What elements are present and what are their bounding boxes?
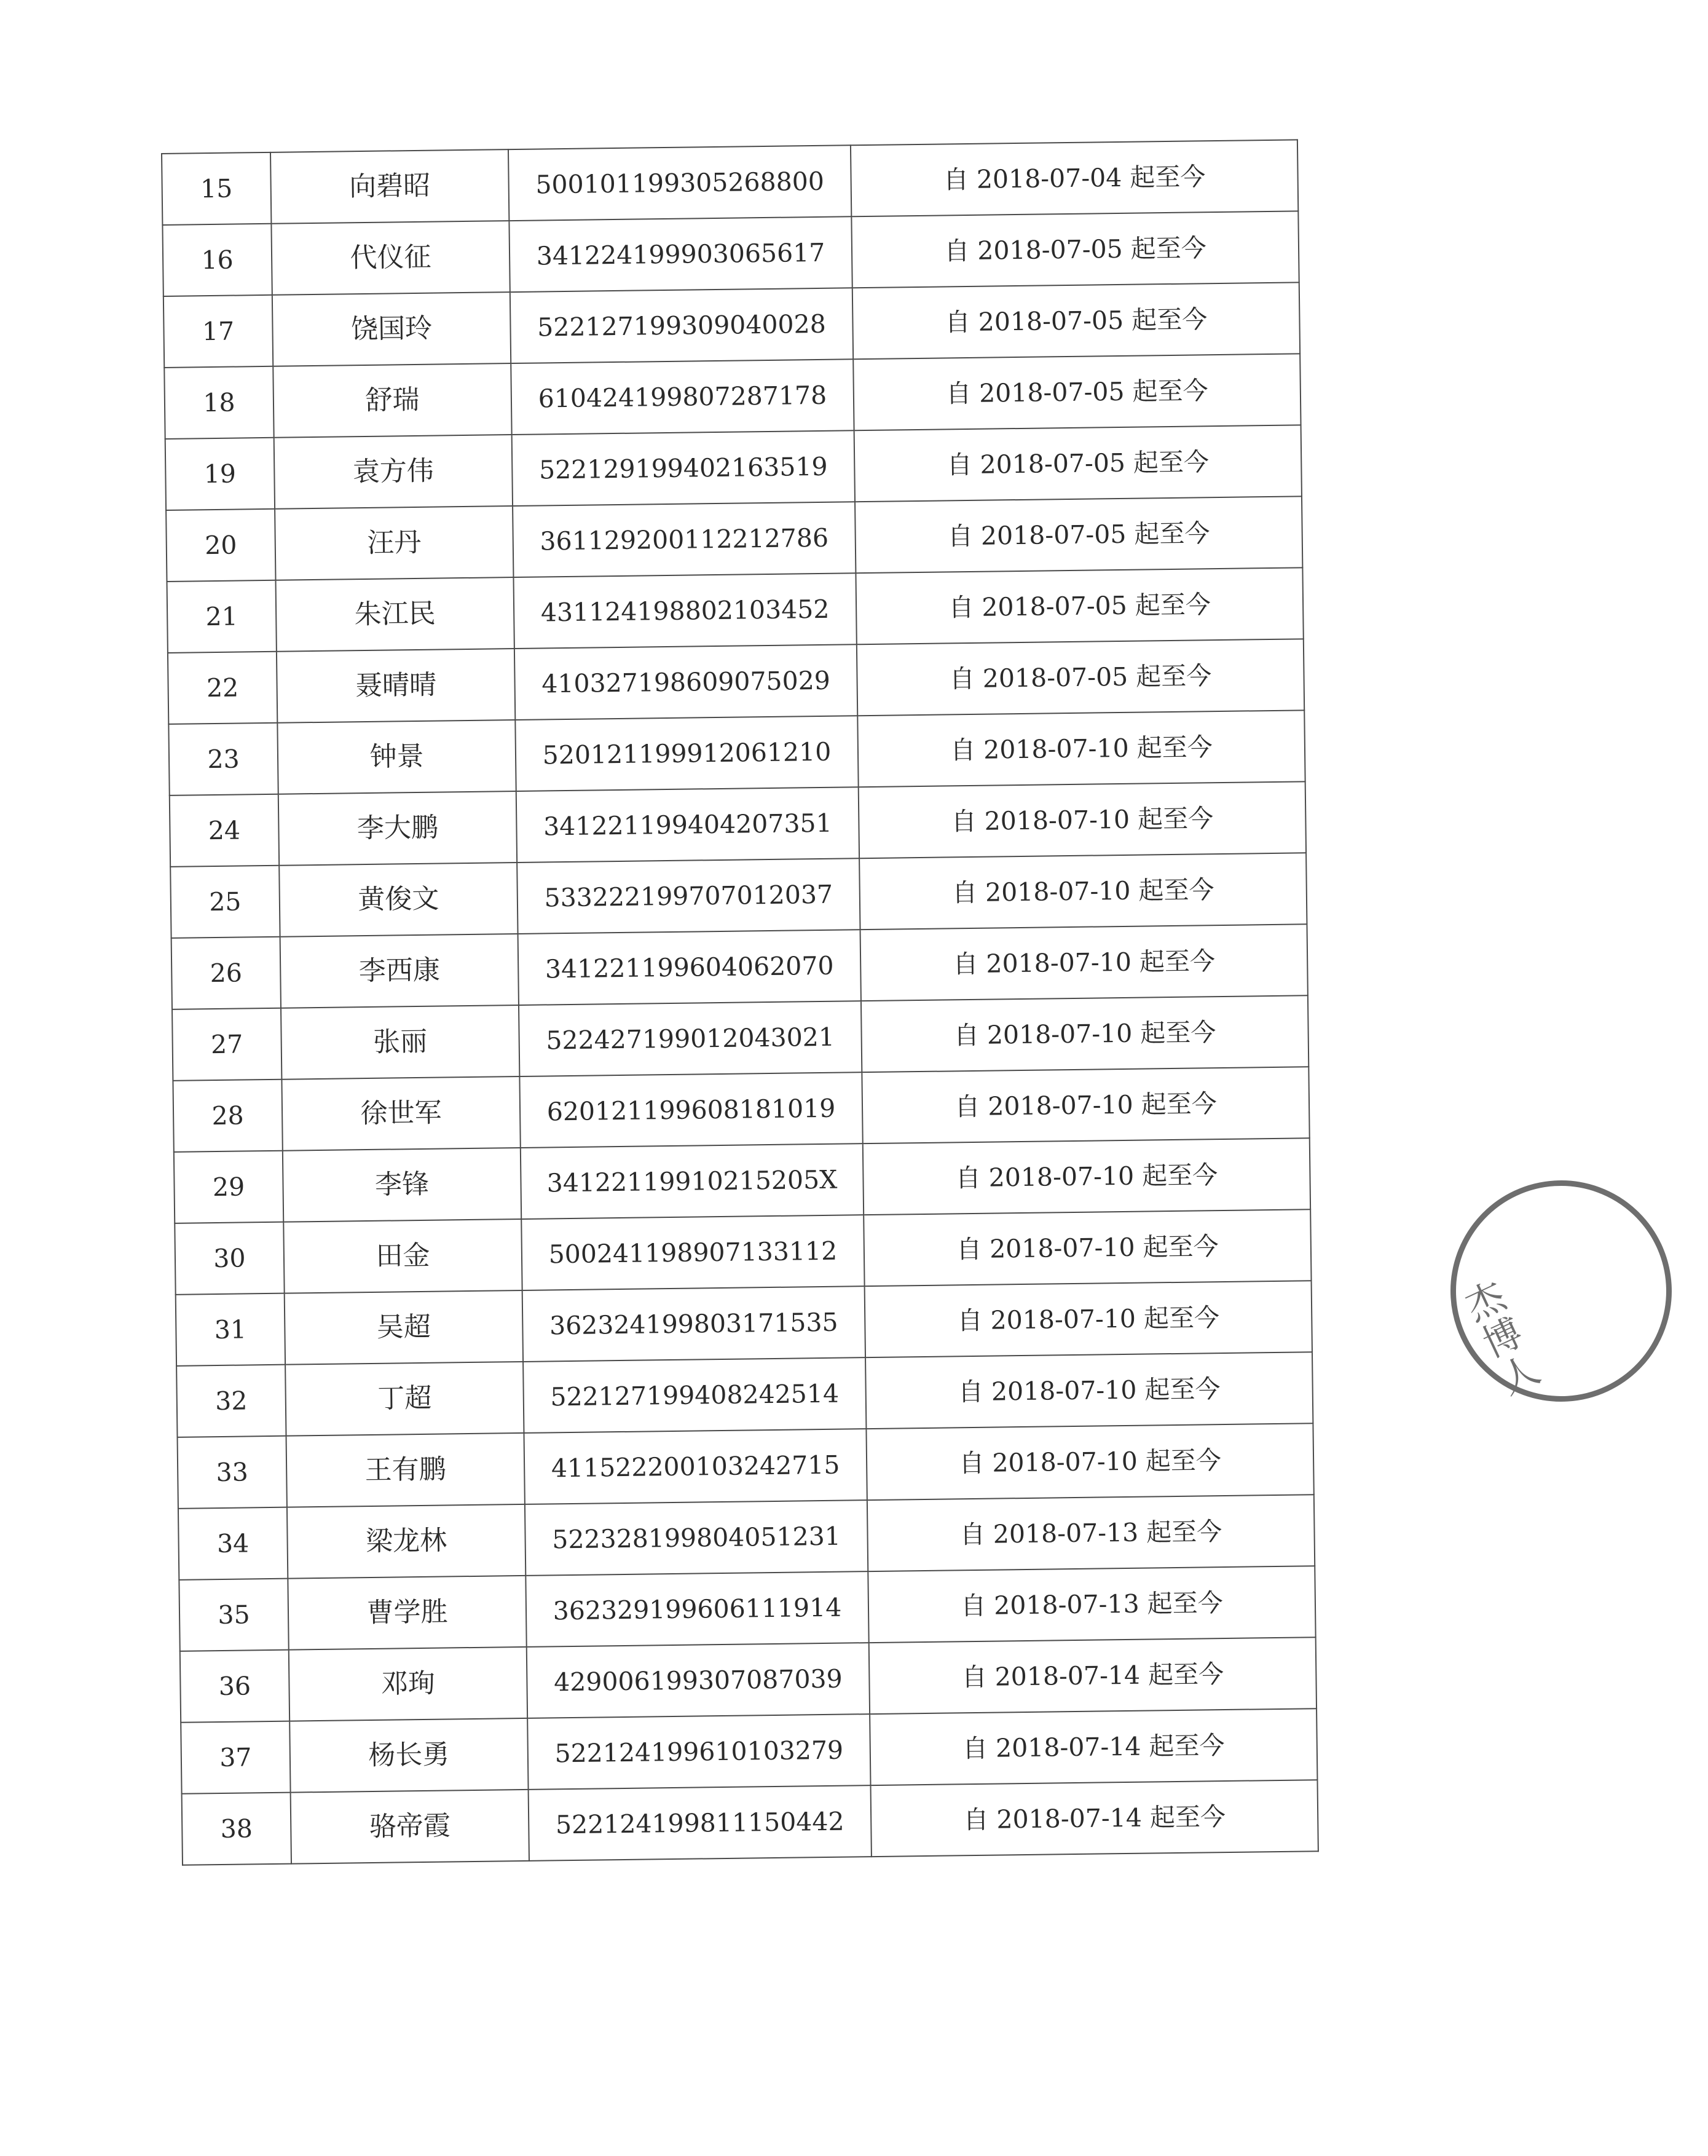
row-number-cell: 29 — [174, 1151, 283, 1223]
table-row — [162, 211, 1299, 296]
name-cell: 李西康 — [280, 934, 519, 1008]
row-number-cell: 22 — [168, 652, 277, 724]
table-body — [162, 140, 1318, 1865]
table-row — [166, 496, 1302, 582]
id-number-cell: 522124199811150442 — [529, 1785, 872, 1861]
id-number-cell: 522427199012043021 — [519, 1001, 862, 1076]
table-row — [168, 639, 1304, 724]
id-number-cell: 500101199305268800 — [508, 145, 851, 221]
name-cell: 钟景 — [277, 720, 516, 794]
row-number-cell: 26 — [171, 937, 281, 1009]
id-number-cell: 361129200112212786 — [513, 502, 856, 577]
row-number-cell: 17 — [163, 295, 273, 368]
name-cell: 袁方伟 — [274, 435, 513, 509]
id-number-cell: 522129199402163519 — [512, 430, 855, 506]
table-row — [168, 710, 1305, 796]
table-row — [176, 1352, 1313, 1437]
row-number-cell: 23 — [168, 723, 278, 796]
employment-period-cell: 自 2018-07-10 起至今 — [860, 924, 1308, 1001]
id-number-cell: 500241198907133112 — [521, 1215, 864, 1290]
row-number-cell: 35 — [179, 1579, 288, 1651]
table-row — [180, 1637, 1316, 1723]
id-number-cell: 522328199804051231 — [525, 1500, 868, 1576]
name-cell: 聂晴晴 — [277, 649, 515, 723]
id-number-cell: 431124198802103452 — [513, 573, 856, 649]
employment-period-cell: 自 2018-07-10 起至今 — [864, 1209, 1311, 1286]
name-cell: 李锋 — [283, 1148, 521, 1222]
id-number-cell: 362324199803171535 — [522, 1286, 865, 1362]
table-row — [175, 1209, 1311, 1295]
id-number-cell: 620121199608181019 — [519, 1072, 862, 1148]
table-row — [172, 995, 1309, 1081]
row-number-cell: 25 — [170, 866, 280, 938]
employment-period-cell: 自 2018-07-04 起至今 — [851, 140, 1298, 216]
employee-table-container — [161, 140, 1313, 1866]
table-row — [182, 1780, 1318, 1865]
row-number-cell: 19 — [165, 438, 275, 510]
id-number-cell: 610424199807287178 — [511, 359, 854, 435]
table-row — [181, 1708, 1317, 1794]
employment-period-cell: 自 2018-07-05 起至今 — [857, 639, 1304, 716]
employment-period-cell: 自 2018-07-05 起至今 — [854, 425, 1302, 502]
name-cell: 张丽 — [281, 1005, 519, 1080]
name-cell: 田金 — [283, 1219, 522, 1293]
employee-table — [161, 139, 1319, 1865]
table-row — [178, 1423, 1314, 1509]
table-row — [176, 1281, 1312, 1366]
row-number-cell: 24 — [170, 794, 279, 867]
employment-period-cell: 自 2018-07-10 起至今 — [865, 1281, 1312, 1357]
employment-period-cell: 自 2018-07-10 起至今 — [865, 1352, 1313, 1429]
table-row — [163, 282, 1300, 368]
row-number-cell: 16 — [162, 224, 272, 296]
seal-text: 杰博人 — [1454, 1274, 1546, 1404]
table-row — [179, 1566, 1315, 1651]
name-cell: 饶国玲 — [272, 292, 511, 366]
table-row — [178, 1495, 1315, 1580]
row-number-cell: 20 — [166, 509, 275, 582]
name-cell: 王有鹏 — [286, 1433, 525, 1507]
table-row — [164, 353, 1301, 439]
company-seal-stamp — [1414, 1144, 1708, 1438]
name-cell: 骆帝霞 — [291, 1790, 529, 1864]
table-row — [162, 140, 1298, 225]
row-number-cell: 31 — [176, 1293, 285, 1366]
row-number-cell: 37 — [181, 1721, 290, 1794]
row-number-cell: 27 — [172, 1008, 281, 1081]
name-cell: 杨长勇 — [289, 1718, 528, 1793]
name-cell: 向碧昭 — [270, 149, 509, 224]
employment-period-cell: 自 2018-07-14 起至今 — [871, 1780, 1318, 1857]
employment-period-cell: 自 2018-07-13 起至今 — [868, 1566, 1315, 1643]
id-number-cell: 522127199309040028 — [510, 288, 853, 363]
name-cell: 邓珣 — [289, 1647, 527, 1721]
table-row — [170, 853, 1307, 938]
id-number-cell: 341221199404207351 — [516, 787, 859, 863]
id-number-cell: 34122119910215205X — [521, 1143, 864, 1219]
employment-period-cell: 自 2018-07-10 起至今 — [861, 995, 1309, 1072]
employment-period-cell: 自 2018-07-14 起至今 — [869, 1637, 1316, 1714]
row-number-cell: 15 — [162, 152, 271, 225]
employment-period-cell: 自 2018-07-05 起至今 — [855, 496, 1302, 573]
id-number-cell: 362329199606111914 — [525, 1571, 868, 1647]
row-number-cell: 30 — [175, 1222, 284, 1295]
id-number-cell: 429006199307087039 — [527, 1643, 870, 1718]
row-number-cell: 32 — [176, 1365, 286, 1437]
table-row — [174, 1138, 1310, 1223]
id-number-cell: 533222199707012037 — [517, 858, 860, 934]
employment-period-cell: 自 2018-07-10 起至今 — [857, 710, 1305, 787]
row-number-cell: 33 — [178, 1436, 287, 1509]
table-row — [173, 1067, 1309, 1152]
row-number-cell: 21 — [167, 580, 277, 653]
employment-period-cell: 自 2018-07-05 起至今 — [853, 353, 1301, 430]
name-cell: 吴超 — [285, 1290, 523, 1365]
table-row — [170, 781, 1306, 867]
id-number-cell: 522127199408242514 — [523, 1357, 866, 1433]
id-number-cell: 341224199903065617 — [509, 216, 852, 292]
id-number-cell: 410327198609075029 — [514, 644, 857, 720]
table-row — [165, 425, 1302, 510]
employment-period-cell: 自 2018-07-10 起至今 — [859, 781, 1306, 858]
name-cell: 丁超 — [285, 1362, 524, 1436]
employment-period-cell: 自 2018-07-05 起至今 — [856, 567, 1303, 644]
row-number-cell: 38 — [182, 1793, 291, 1865]
employment-period-cell: 自 2018-07-10 起至今 — [866, 1423, 1313, 1500]
name-cell: 李大鹏 — [278, 791, 517, 866]
name-cell: 朱江民 — [276, 577, 514, 652]
employment-period-cell: 自 2018-07-13 起至今 — [867, 1495, 1315, 1571]
name-cell: 曹学胜 — [288, 1576, 526, 1650]
employment-period-cell: 自 2018-07-10 起至今 — [859, 853, 1307, 930]
name-cell: 徐世军 — [281, 1076, 520, 1151]
employment-period-cell: 自 2018-07-05 起至今 — [851, 211, 1299, 288]
row-number-cell: 28 — [173, 1080, 282, 1152]
name-cell: 汪丹 — [275, 506, 513, 580]
row-number-cell: 18 — [164, 366, 274, 439]
table-row — [167, 567, 1304, 653]
table-row — [171, 924, 1308, 1009]
employment-period-cell: 自 2018-07-10 起至今 — [863, 1138, 1310, 1215]
name-cell: 黄俊文 — [279, 863, 518, 937]
employment-period-cell: 自 2018-07-05 起至今 — [852, 282, 1300, 359]
name-cell: 舒瑞 — [273, 363, 511, 438]
employment-period-cell: 自 2018-07-10 起至今 — [862, 1067, 1309, 1143]
employment-period-cell: 自 2018-07-14 起至今 — [870, 1708, 1317, 1785]
id-number-cell: 520121199912061210 — [515, 716, 858, 791]
row-number-cell: 36 — [180, 1650, 289, 1723]
id-number-cell: 341221199604062070 — [518, 930, 861, 1005]
id-number-cell: 522124199610103279 — [527, 1714, 870, 1790]
name-cell: 梁龙林 — [287, 1504, 525, 1579]
id-number-cell: 411522200103242715 — [524, 1429, 867, 1504]
name-cell: 代仪征 — [271, 221, 510, 295]
row-number-cell: 34 — [178, 1507, 288, 1580]
